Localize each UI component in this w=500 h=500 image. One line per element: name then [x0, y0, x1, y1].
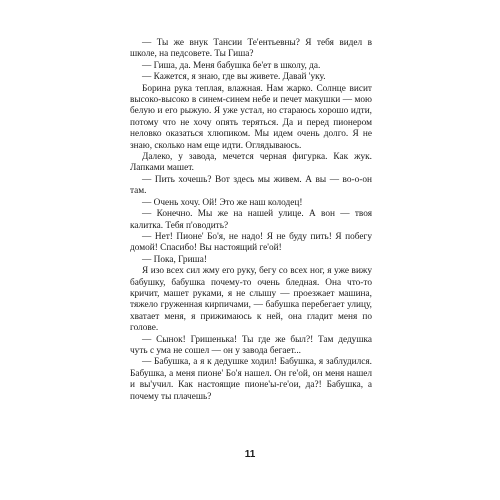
paragraph: Далеко, у завода, мечется черная фигурка. Как жук. Лапками машет.: [130, 152, 372, 174]
paragraph: — Конечно. Мы же на нашей улице. А вон — твоя калитка. Тебя п'оводить?: [130, 209, 372, 231]
paragraph: — Пока, Гриша!: [142, 254, 207, 265]
paragraph: Я изо всех сил жму его руку, бегу со всех ног, я уже вижу бабушку, бабушка почему-то очень бледная. Она что-то кричит, машет руками, я не слышу — проезжает машина, тяжело груженная кирпичами, — бабушка перебегает улицу, хватает меня, я прижимаюсь к ней, она гладит меня по голове.: [130, 266, 372, 334]
paragraph: — Очень хочу. Ой! Это же наш колодец!: [142, 197, 303, 208]
paragraph: — Пить хочешь? Вот здесь мы живем. А вы — во-о-он там.: [130, 174, 372, 197]
paragraph: — Нет! Пионе' Бо'я, не надо! Я не буду пить! Я побегу домой! Спасибо! Вы настоящий ге'ой!: [130, 231, 372, 254]
body-text: [130, 38, 372, 403]
paragraph: — Гиша, да. Меня бабушка бе'ет в школу, да.: [142, 60, 321, 71]
paragraph: Борина рука теплая, влажная. Нам жарко. Солнце висит высоко-высоко в синем-синем небе и печет макушки — мою белую и его рыжую. Я уже устал, но стараюсь хорошо идти, потому что не хочу опять теряться. Да и перед пионером неловко оказаться хлюпиком. Мы идем очень долго. Я не знаю, сколько нам еще идти. Оглядываюсь.: [130, 83, 372, 151]
page-number: 11: [244, 449, 256, 460]
paragraph: — Ты же внук Тансии Те'ентьевны? Я тебя видел в школе, на педсовете. Ты Гиша?: [130, 38, 372, 60]
paragraph: — Кажется, я знаю, где вы живете. Давай 'уку.: [142, 72, 326, 83]
paragraph: — Сынок! Гришенька! Ты где же был?! Там дедушка чуть с ума не сошел — он у завода бегает...: [130, 334, 372, 356]
paragraph: — Бабушка, а я к дедушке ходил! Бабушка, я заблудился. Бабушка, а меня пионе' Бо'я нашел. Он ге'ой, он меня нашел и вы'учил. Как настоящие пионе'ы-ге'ои, да?! Бабушка, а почему ты плачешь?: [130, 357, 372, 402]
